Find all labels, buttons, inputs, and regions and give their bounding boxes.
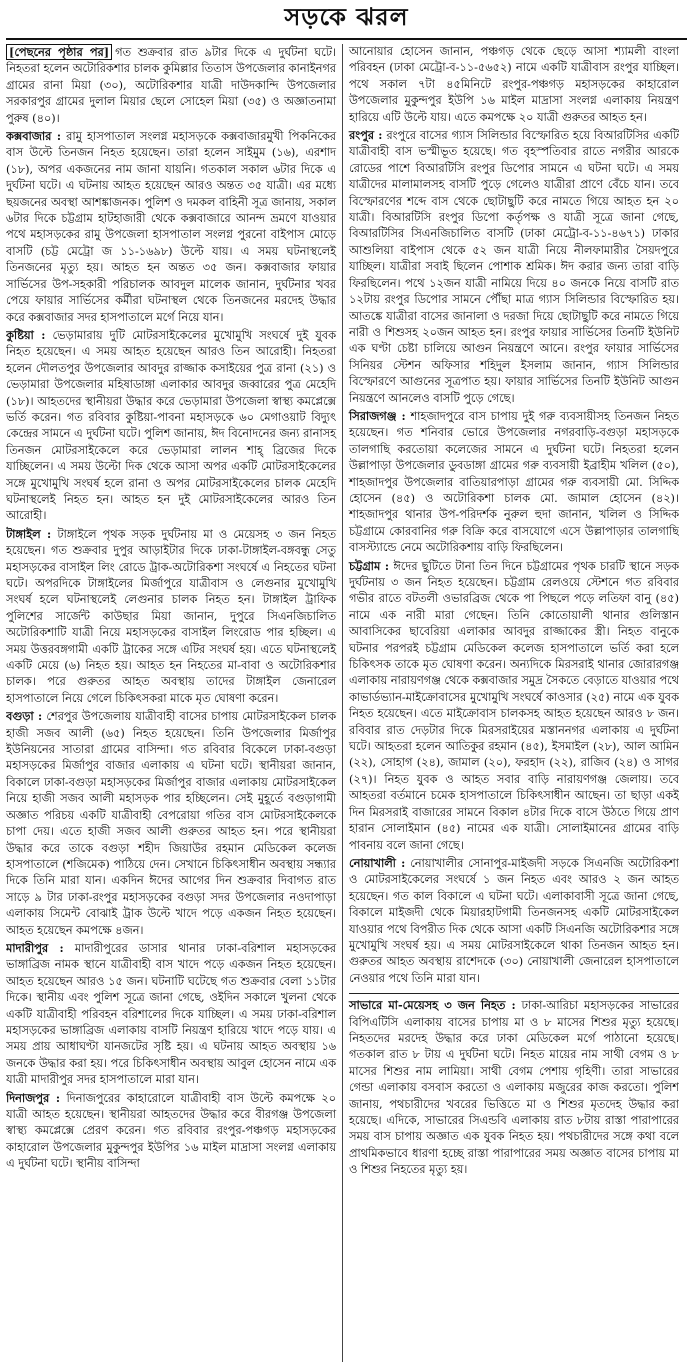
article-columns (6, 44, 687, 1362)
story-body: ভেড়ামারায় দুটি মোটরসাইকেলের মুখোমুখি সংঘর্ষে দুই যুবক নিহত হয়েছেন। এ সময় আহত হয়েছেন আরও তিন আরোহী। নিহতরা হলেন দৌলতপুর উপজেলার আবদুর রাজ্জাক কসাইয়ের পুত্র রানা (২১) ও ভেড়ামারা উপজেলার মহিষাডাঙ্গা এলাকার আবদুর জব্বারের পুত্র মেহেদি (১৮)। আহতদের স্থানীয়রা উদ্ধার করে ভেড়ামারা উপজেলা স্বাস্থ্য কমপ্লেক্সে ভর্তি করেন। গত রবিবার কুষ্টিয়া-পাবনা মহাসড়কে ৬০ মেগাওয়াট বিদ্যুৎ কেন্দ্রের সামনে এ দুর্ঘটনা ঘটে। পুলিশ জানায়, ঈদ বিনোদনের জন্য রানাসহ তিনজন মোটরসাইকেলে করে ভেড়ামারা লালন শাহ্ ব্রিজের দিকে যাচ্ছিলেন। এ সময় উল্টো দিক থেকে আসা অপর একটি মোটরসাইকেলের সঙ্গে মুখোমুখি সংঘর্ষ হলে রানা ও অপর মোটরসাইকেলের চালক মেহেদি ঘটনাস্থলেই নিহত হন। আহত হন দুই মোটরসাইকেলের আরও তিন আরোহী। (6, 328, 336, 523)
story-body: রামু হাসপাতাল সংলগ্ন মহাসড়কে কক্সবাজারমুখী পিকনিকের বাস উল্টে তিনজন নিহত হয়েছেন। তারা হলেন সাইমুম (১৬), এরশাদ (১৮), অপর একজনের নাম জানা যায়নি। গতকাল সকাল ৬টার দিকে এ দুর্ঘটনা ঘটে। এ ঘটনায় আহত হয়েছেন আরও অন্তত ৩৫ যাত্রী। এর মধ্যে ছয়জনের অবস্থা আশঙ্কাজনক। পুলিশ ও দমকল বাহিনী সূত্র জানায়, সকাল ৬টার দিকে চট্টগ্রাম হাটহাজারী থেকে কক্সবাজারে আনন্দ ভ্রমণে যাওয়ার পথে মহাসড়কের রামু উপজেলা হাসপাতাল সংলগ্ন পুরনো বাইপাস মোড়ে বাসটি (চট্ট মেট্রো জ ১১-১৬৯৮) উল্টে যায়। এ সময় ঘটনাস্থলেই তিনজনের মৃত্যু হয়। আহত হন অন্তত ৩৫ জন। কক্সবাজার ফায়ার সার্ভিসের উপ-সহকারী পরিচালক আবদুল মালেক জানান, দুর্ঘটনার খবর পেয়ে ফায়ার সার্ভিসের কর্মীরা ঘটনাস্থল থেকে তিনজনের মরদেহ উদ্ধার করে কক্সবাজার সদর হাসপাতালে মর্গে নিয়ে যান। (6, 130, 336, 324)
story-kushtia (6, 327, 336, 525)
story-body: রংপুরে বাসের গ্যাস সিলিন্ডার বিস্ফোরিত হয়ে বিআরটিসির একটি যাত্রীবাহী বাস ভস্মীভূত হয়েছে। গত বৃহস্পতিবার রাতে নগরীর আরকে রোডের পাশে বিআরটিসি রংপুর ডিপোর সামনে এ ঘটনা ঘটে। এ সময় যাত্রীদের মালামালসহ বাসটি পুড়ে গেলেও যাত্রীরা প্রাণে বেঁচে যান। তবে বিস্ফোরণের শব্দে বাস থেকে ছোটাছুটি করে নামতে গিয়ে আহত হন ২০ যাত্রী। বিআরটিসি রংপুর ডিপো কর্তৃপক্ষ ও যাত্রী সূত্রে জানা গেছে, বিআরটিসির সিএনজিচালিত বাসটি (ঢাকা মেট্রো-ব-১১-৪৬৭১) ঢাকার আশুলিয়া বাইপাস থেকে ৫২ জন যাত্রী নিয়ে নীলফামারীর সৈয়দপুরে যাচ্ছিল। যাত্রীরা সবাই ছিলেন পোশাক শ্রমিক। ঈদ করার জন্য তারা বাড়ি ফিরছিলেন। পথে ১২জন যাত্রী নামিয়ে দিয়ে ৪০ জনকে নিয়ে বাসটি রাত ১২টায় রংপুর ডিপোর সামনে পৌঁছা মাত্র গ্যাস সিলিন্ডার বিস্ফোরিত হয়। আতঙ্কে যাত্রীরা বাসের জানালা ও দরজা দিয়ে ছোটাছুটি করে নামতে গিয়ে নারী ও শিশুসহ ২০জন আহত হন। রংপুর ফায়ার সার্ভিসের তিনটি ইউনিট এক ঘণ্টা চেষ্টা চালিয়ে আগুন নিয়ন্ত্রণে আনে। রংপুর ফায়ার সার্ভিসের সিনিয়র স্টেশন অফিসার শহিদুল ইসলাম জানান, গ্যাস সিলিন্ডার বিস্ফোরণে আগুনের সূত্রপাত হয়। ফায়ার সার্ভিসের তিনটি ইউনিট আগুন নিয়ন্ত্রণে আনলেও বাসটি পুড়ে গেছে। (349, 129, 679, 405)
story-coxsbazar (6, 128, 336, 326)
story-head: [পেছনের পৃষ্ঠার পর] (6, 44, 112, 60)
story-head: মাদারীপুর : (6, 940, 64, 955)
story-head: দিনাজপুর : (6, 1090, 61, 1105)
story-continued (6, 44, 336, 127)
story-body: আনোয়ার হোসেন জানান, পঞ্চগড় থেকে ছেড়ে আসা শ্যামলী বাংলা পরিবহন (ঢাকা মেট্রো-ব-১১-৫৬৫২) নামে একটি যাত্রীবাস রংপুর যাচ্ছিল। পথে সকাল ৭টা ৪৫মিনিটে রংপুর-পঞ্চগড় মহাসড়কের কাহারোল উপজেলার মুকুন্দপুর ইউপি ১৬ মাইল মাদ্রাসা সংলগ্ন এলাকায় নিয়ন্ত্রণ হারিয়ে এটি উল্টে যায়। এতে কমপক্ষে ২০ যাত্রী গুরুতর আহত হন। (349, 45, 679, 124)
story-head: টাঙ্গাইল : (6, 526, 52, 541)
story-body: মাদারীপুরের ডাসার থানার ঢাকা-বরিশাল মহাসড়কের ভাঙ্গাব্রিজ নামক স্থানে যাত্রীবাহী বাস খাদে পড়ে একজন নিহত হয়েছেন। আহত হয়েছেন আরও ১৫ জন। ঘটনাটি ঘটেছে গত শুক্রবার বেলা ১১টার দিকে। স্থানীয় এবং পুলিশ সূত্রে জানা গেছে, ওইদিন সকালে খুলনা থেকে একটি যাত্রীবাহী পরিবহন বরিশালের দিকে যাচ্ছিল। এ সময় ঢাকা-বরিশাল মহাসড়কের ভাঙ্গাব্রিজ এলাকায় বাসটি নিয়ন্ত্রণ হারিয়ে খাদে পড়ে যায়। এ সময় প্রায় আধাঘণ্টা যানজটের সৃষ্টি হয়। এ ঘটনায় আহত অবস্থায় ১৬ জনকে উদ্ধার করা হয়। পরে চিকিৎসাধীন অবস্থায় আবুল হোসেন নামে এক যাত্রী মাদারীপুর সদর হাসপাতালে মারা যান। (6, 941, 336, 1087)
story-body: শেরপুর উপজেলায় যাত্রীবাহী বাসের চাপায় মোটরসাইকেল চালক হাজী সজব আলী (৬৫) নিহত হয়েছেন। তিনি উপজেলার মির্জাপুর ইউনিয়নের সাতারা গ্রামের বাসিন্দা। গত রবিবার বিকেলে ঢাকা-বগুড়া মহাসড়কের মির্জাপুর বাজার এলাকায় এ ঘটনা ঘটে। স্থানীয়রা জানান, বিকালে ঢাকা-বগুড়া মহাসড়কের মির্জাপুর বাজার এলাকায় মোটরসাইকেল নিয়ে হাজী সজব আলী মহাসড়ক পার হচ্ছিলেন। সেই মুহূর্তে বগুড়াগামী অজ্ঞাত পরিচয় একটি যাত্রীবাহী বেপরোয়া গতির বাস মোটরসাইকেলকে চাপা দেয়। এতে হাজী সজব আলী গুরুতর আহত হন। পরে স্থানীয়রা উদ্ধার করে তাকে বগুড়া শহীদ জিয়াউর রহমান মেডিকেল কলেজ হাসপাতালে (শজিমেক) পাঠিয়ে দেন। সেখানে চিকিৎসাধীন অবস্থায় সন্ধ্যার দিকে তিনি মারা যান। একদিন ঈদের আগের দিন শুক্রবার দিবাগত রাত সাড়ে ৯ টার ঢাকা-রংপুর মহাসড়কের বগুড়া সদর উপজেলার নওদাপাড়া এলাকায় সিমেন্ট বোঝাই ট্রাক উল্টে খাদে পড়ে একজন নিহত হয়েছেন। আহত হয়েছেন কমপক্ষে ৪জন। (6, 710, 336, 937)
story-head: সিরাজগঞ্জ : (349, 408, 406, 423)
story-noakhali (349, 855, 679, 987)
story-body: গত শুক্রবার রাত ৯টার দিকে এ দুর্ঘটনা ঘটে। নিহতরা হলেন অটোরিকশার চালক কুমিল্লার তিতাস উপজেলার কানাইনগর গ্রামের রানা মিয়া (৩০), অটোরিকশার যাত্রী দাউদকান্দি উপজেলার সরকারপুর গ্রামের দুলাল মিয়ার ছেলে সোহেল মিয়া (৩৫) ও অজ্ঞাতনামা পুরুষ (৪০)। (6, 46, 336, 125)
story-head: চট্টগ্রাম : (349, 558, 390, 573)
story-tangail (6, 526, 336, 707)
story-head: সাভারে মা-মেয়েসহ ৩ জন নিহত : (349, 998, 516, 1013)
story-head: কক্সবাজার : (6, 129, 61, 144)
story-body: নোয়াখালীর সোনাপুর-মাইজদী সড়কে সিএনজি অটোরিকশা ও মোটরসাইকেলের সংঘর্ষে ১ জন নিহত এবং আরও ২ জন আহত হয়েছেন। গত কাল বিকালে এ ঘটনা ঘটে। এলাকাবাসী সূত্রে জানা গেছে, বিকালে মাইজদী থেকে মিয়ারহাটগামী তিনজনসহ একটি মোটরসাইকেল যাওয়ার পথে বিপরীত দিক থেকে আসা একটি সিএনজি অটোরিকশার সঙ্গে মুখোমুখি সংঘর্ষ হয়। এ সময় মোটরসাইকেলে থাকা তিনজন আহত হন। গুরুতর আহত অবস্থায় রাশেদকে (৩০) নোয়াখালী জেনারেল হাসপাতালে নেওয়ার পথে তিনি মারা যান। (349, 856, 679, 985)
story-body: ঢাকা-আরিচা মহাসড়কের সাভারের বিপিএটিসি এলাকায় বাসের চাপায় মা ও ৮ মাসের শিশুর মৃত্যু হয়েছে। নিহতদের মরদেহ উদ্ধার করে ঢাকা মেডিকেল মর্গে পাঠানো হয়েছে। গতকাল রাত ৮ টায় এ দুর্ঘটনা ঘটে। নিহত মায়ের নাম সাথী বেগম ও ৮ মাসের শিশুর নাম লামিয়া। সাথী বেগম পেশায় গৃহিণী। তারা সাভারের গেন্ডা এলাকায় বসবাস করতো ও এলাকায় মজুরের কাজ করতো। পুলিশ জানায়, পথচারীদের খবরের ভিত্তিতে মা ও শিশুর মৃতদেহ উদ্ধার করা হয়েছে। এদিকে, সাভারের সিএন্ডবি এলাকায় রাত ৮টায় রাস্তা পারাপারের সময় বাস চাপায় অজ্ঞাত এক যুবক নিহত হয়। পথচারীদের সঙ্গে কথা বলে প্রাথমিকভাবে ধারণা হচ্ছে রাস্তা পারাপারের সময় অজ্ঞাত বাসের চাপায় মা ও শিশুর নিহতের মৃত্যু হয়। (349, 999, 679, 1177)
story-body: শাহজাদপুরে বাস চাপায় দুই গরু ব্যবসায়ীসহ তিনজন নিহত হয়েছেন। গত শনিবার ভোরে উপজেলার নগরবাড়ি-বগুড়া মহাসড়কে তালগাছি করতোয়া কলেজের সামনে এ দুর্ঘটনা ঘটে। নিহতরা হলেন উল্লাপাড়া উপজেলার ডুবডাঙ্গা গ্রামের গরু ব্যবসায়ী ইব্রাহীম খলিল (৫০), শাহজাদপুর উপজেলার বাতিয়ারপাড়া গ্রামের গরু ব্যবসায়ী মো. সিদ্দিক হোসেন (৪৫) ও অটোরিকশা চালক মো. জামাল হোসেন (৪২)। শাহজাদপুর থানার উপ-পরিদর্শক নুরুল হুদা জানান, খলিল ও সিদ্দিক চট্টগ্রামে কোরবানির গরু বিক্রি করে বাসযোগে এসে উল্লাপাড়ার তালগাছি বাসস্ট্যান্ডে নেমে অটোরিকশায় বাড়ি ফিরছিলেন। (349, 409, 679, 555)
story-dinajpur (6, 1090, 336, 1173)
page-title: সড়কে ঝরল (284, 3, 409, 31)
left-column (6, 44, 342, 1362)
story-bogura (6, 708, 336, 939)
masthead (6, 0, 687, 40)
right-column (343, 44, 679, 1362)
story-head: কুষ্টিয়া : (6, 327, 46, 342)
story-madaripur (6, 940, 336, 1089)
story-dinajpur-continued (349, 44, 679, 126)
story-savar (349, 993, 679, 1178)
story-body: টাঙ্গাইলে পৃথক সড়ক দুর্ঘটনায় মা ও মেয়েসহ ৩ জন নিহত হয়েছেন। গত শুক্রবার দুপুর আড়াইটার দিকে ঢাকা-টাঙ্গাইল-বঙ্গবন্ধু সেতু মহাসড়কের বাসাইল লিং রোডে ট্রাক-অটোরিকশা সংঘর্ষে এ নিহতের ঘটনা ঘটে। অপরদিকে টাঙ্গাইলের মির্জাপুরে যাত্রীবাস ও লেগুনার মুখোমুখি সংঘর্ষ হলে ঘটনাস্থলেই লেগুনার চালক নিহত হন। টাঙ্গাইল ট্রাফিক পুলিশের সার্জেন্ট কাউছার মিয়া জানান, দুপুরে সিএনজিচালিত অটোরিকশাটি যাত্রী নিয়ে মহাসড়কের বাসাইল লিংরোড পার হচ্ছিল। এ সময় উত্তরবঙ্গগামী একটি ট্রাকের সঙ্গে এটির সংঘর্ষ হয়। এতে ঘটনাস্থলেই একটি মেয়ে (৬) নিহত হয়। আহত হন নিহতের মা-বাবা ও অটোরিকশার চালক। পরে গুরুতর আহত অবস্থায় তাদের টাঙ্গাইল জেনারেল হাসপাতালে নিয়ে গেলে চিকিৎসকরা মাকে মৃত ঘোষণা করেন। (6, 527, 336, 705)
story-head: নোয়াখালী : (349, 855, 406, 870)
story-body: ঈদের ছুটিতে টানা তিন দিনে চট্টগ্রামের পৃথক চারটি স্থানে সড়ক দুর্ঘটনায় ৩ জন নিহত হয়েছেন। চট্টগ্রাম রেলওয়ে স্টেশনে গত রবিবার গভীর রাতে বটতলী ওভারব্রিজ থেকে পা পিছলে পড়ে লতিফা বানু (৪৫) নামে এক নারী মারা গেছেন। তিনি কোতোয়ালী থানার গুলিস্তান আবাসিকের ছাবেরিয়া এলাকার আবদুর রাজ্জাকের স্ত্রী। নিহত বানুকে ঘটনার পরপরই চট্টগ্রাম মেডিকেল কলেজ হাসপাতালে ভর্তি করা হলে চিকিৎসক তাকে মৃত ঘোষণা করেন। অন্যদিকে মিরসরাই থানার জোরারগঞ্জ এলাকায় নারায়ণগঞ্জ থেকে কক্সবাজার সমুদ্র সৈকতে বেড়াতে যাওয়ার পথে কাভার্ডভ্যান-মাইক্রোবাসের মুখোমুখি সংঘর্ষে কাওসার (২৫) নামে এক যুবক নিহত হয়েছেন। এতে মাইক্রোবাস চালকসহ আহত হয়েছেন আরও ৮ জন। রবিবার রাত দেড়টার দিকে মিরসরাইয়ের মস্তাননগর এলাকায় এ দুর্ঘটনা ঘটে। আহতরা হলেন আতিকুর রহমান (৪৫), ইসমাইল (২৮), আল আমিন (২২), সোহাগ (২৪), জামাল (২০), ফরহাদ (২২), রাজিব (২৪) ও সাগর (২৭)। নিহত যুবক ও আহত সবার বাড়ি নারায়ণগঞ্জ জেলায়। তবে আহতরা বর্তমানে চমেক হাসপাতালে চিকিৎসাধীন আছেন। তা ছাড়া একই দিন মিরসরাই বাজারের সামনে বিকাল ৪টার দিকে বাসে উঠতে গিয়ে প্রাণ হারান সোলাইমান (৪৫) নামের এক যাত্রী। সোলাইমানের গ্রামের বাড়ি পাবনায় বলে জানা গেছে। (349, 559, 679, 852)
story-head: রংপুর : (349, 128, 383, 143)
story-rangpur (349, 127, 679, 407)
story-sirajganj (349, 408, 679, 557)
story-chattogram (349, 558, 679, 854)
story-body: দিনাজপুরের কাহারোলে যাত্রীবাহী বাস উল্টে কমপক্ষে ২০ যাত্রী আহত হয়েছেন। স্থানীয়রা আহতদের উদ্ধার করে বীরগঞ্জ উপজেলা স্বাস্থ্য কমপ্লেক্সে প্রেরণ করেন। গত রবিবার রংপুর-পঞ্চগড় মহাসড়কের কাহারোল উপজেলার মুকুন্দপুর ইউপির ১৬ মাইল মাদ্রাসা সংলগ্ন এলাকায় এ দুর্ঘটনা ঘটে। স্থানীয় বাসিন্দা (6, 1091, 336, 1171)
story-head: বগুড়া : (6, 709, 43, 724)
